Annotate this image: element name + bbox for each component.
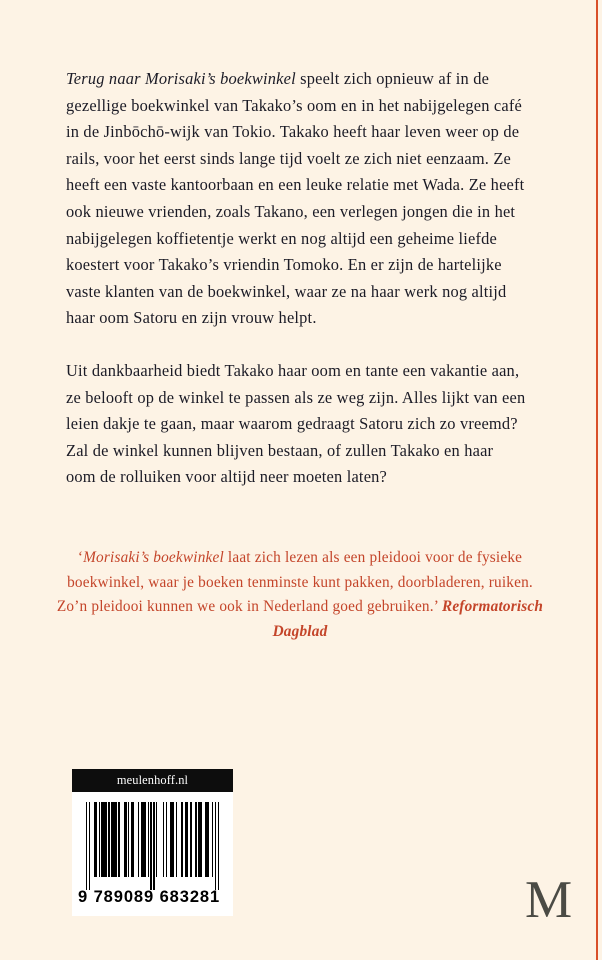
blurb-text-block — [66, 66, 526, 491]
barcode-bar — [128, 802, 129, 877]
spine-edge-margin — [598, 0, 602, 960]
barcode-bar — [108, 802, 109, 877]
barcode-bar — [153, 802, 154, 890]
barcode-bar — [141, 802, 147, 877]
book-title-italic: Terug naar Morisaki’s boekwinkel — [66, 69, 296, 88]
barcode-bar — [190, 802, 193, 877]
blurb-paragraph-1 — [66, 66, 526, 332]
barcode-bar — [156, 802, 157, 877]
barcode-bar — [215, 802, 216, 890]
barcode-bar — [94, 802, 97, 877]
barcode-bar — [124, 802, 127, 877]
barcode-bar — [89, 802, 90, 890]
barcode-bar — [86, 802, 87, 890]
barcode-block — [72, 769, 233, 916]
pull-quote-block — [50, 546, 550, 644]
barcode-bar — [111, 802, 117, 877]
barcode-bar — [198, 802, 202, 877]
barcode-bar — [99, 802, 100, 877]
barcode-bar — [148, 802, 149, 877]
blurb-paragraph-2: Uit dankbaarheid biedt Takako haar oom en tante een vakantie aan, ze belooft op de winkel te passen als ze weg zijn. Alles lijkt van een leien dakje te gaan, maar waarom gedraagt Satoru zich zo vreemd? Zal de winkel kunnen blijven bestaan, of zullen Takako en haar oom de rolluiken voor altijd neer moeten laten? — [66, 360, 526, 487]
barcode-bar — [176, 802, 177, 877]
quote-title-italic: Morisaki’s boekwinkel — [83, 549, 224, 566]
isbn-digits: 9 789089 683281 — [78, 888, 221, 906]
quote-body: laat zich lezen als een pleidooi voor de fysieke boekwinkel, waar je boeken tenminste kunt pakken, doorbladeren, ruiken. Zo’n pleidooi kunnen we ook in Nederland goed gebruiken.’ — [56, 549, 533, 616]
barcode-bar — [166, 802, 167, 877]
barcode-bar — [138, 802, 139, 877]
publisher-website-label: meulenhoff.nl — [72, 769, 233, 792]
barcode-bar — [163, 802, 164, 877]
barcode-bar — [185, 802, 188, 877]
barcode-bar — [170, 802, 174, 877]
barcode-bar — [131, 802, 134, 877]
publisher-logo-m: M — [525, 871, 573, 929]
barcode-bar — [195, 802, 196, 877]
barcode-bar — [101, 802, 107, 877]
quote-source-attribution: Reformatorisch Dagblad — [272, 598, 544, 640]
barcode-bar — [150, 802, 151, 890]
blurb-paragraph-1-rest: speelt zich opnieuw af in de gezellige boekwinkel van Takako’s oom en in het nabijgelegen café in de Jinbōchō-wijk van Tokio. Takako heeft haar leven weer op de rails, voor het eerst sinds lange tijd voelt ze zich niet eenzaam. Ze heeft een vaste kantoorbaan en een leuke relatie met Wada. Ze heeft ook nieuwe vrienden, zoals Takano, een verlegen jongen die in het nabijgelegen koffietentje werkt en nog altijd een geheime liefde koestert voor Takako’s vriendin Tomoko. En er zijn de hartelijke vaste klanten van de boekwinkel, waar ze na haar werk nog altijd haar oom Satoru en zijn vrouw helpt. — [66, 69, 525, 328]
barcode-bar — [118, 802, 119, 877]
quote-open-mark: ‘ — [77, 549, 84, 566]
barcode-bar — [205, 802, 209, 877]
ean13-barcode-bars — [86, 802, 219, 890]
barcode-bar — [218, 802, 219, 890]
barcode-bar — [212, 802, 213, 877]
barcode-bar — [181, 802, 182, 877]
